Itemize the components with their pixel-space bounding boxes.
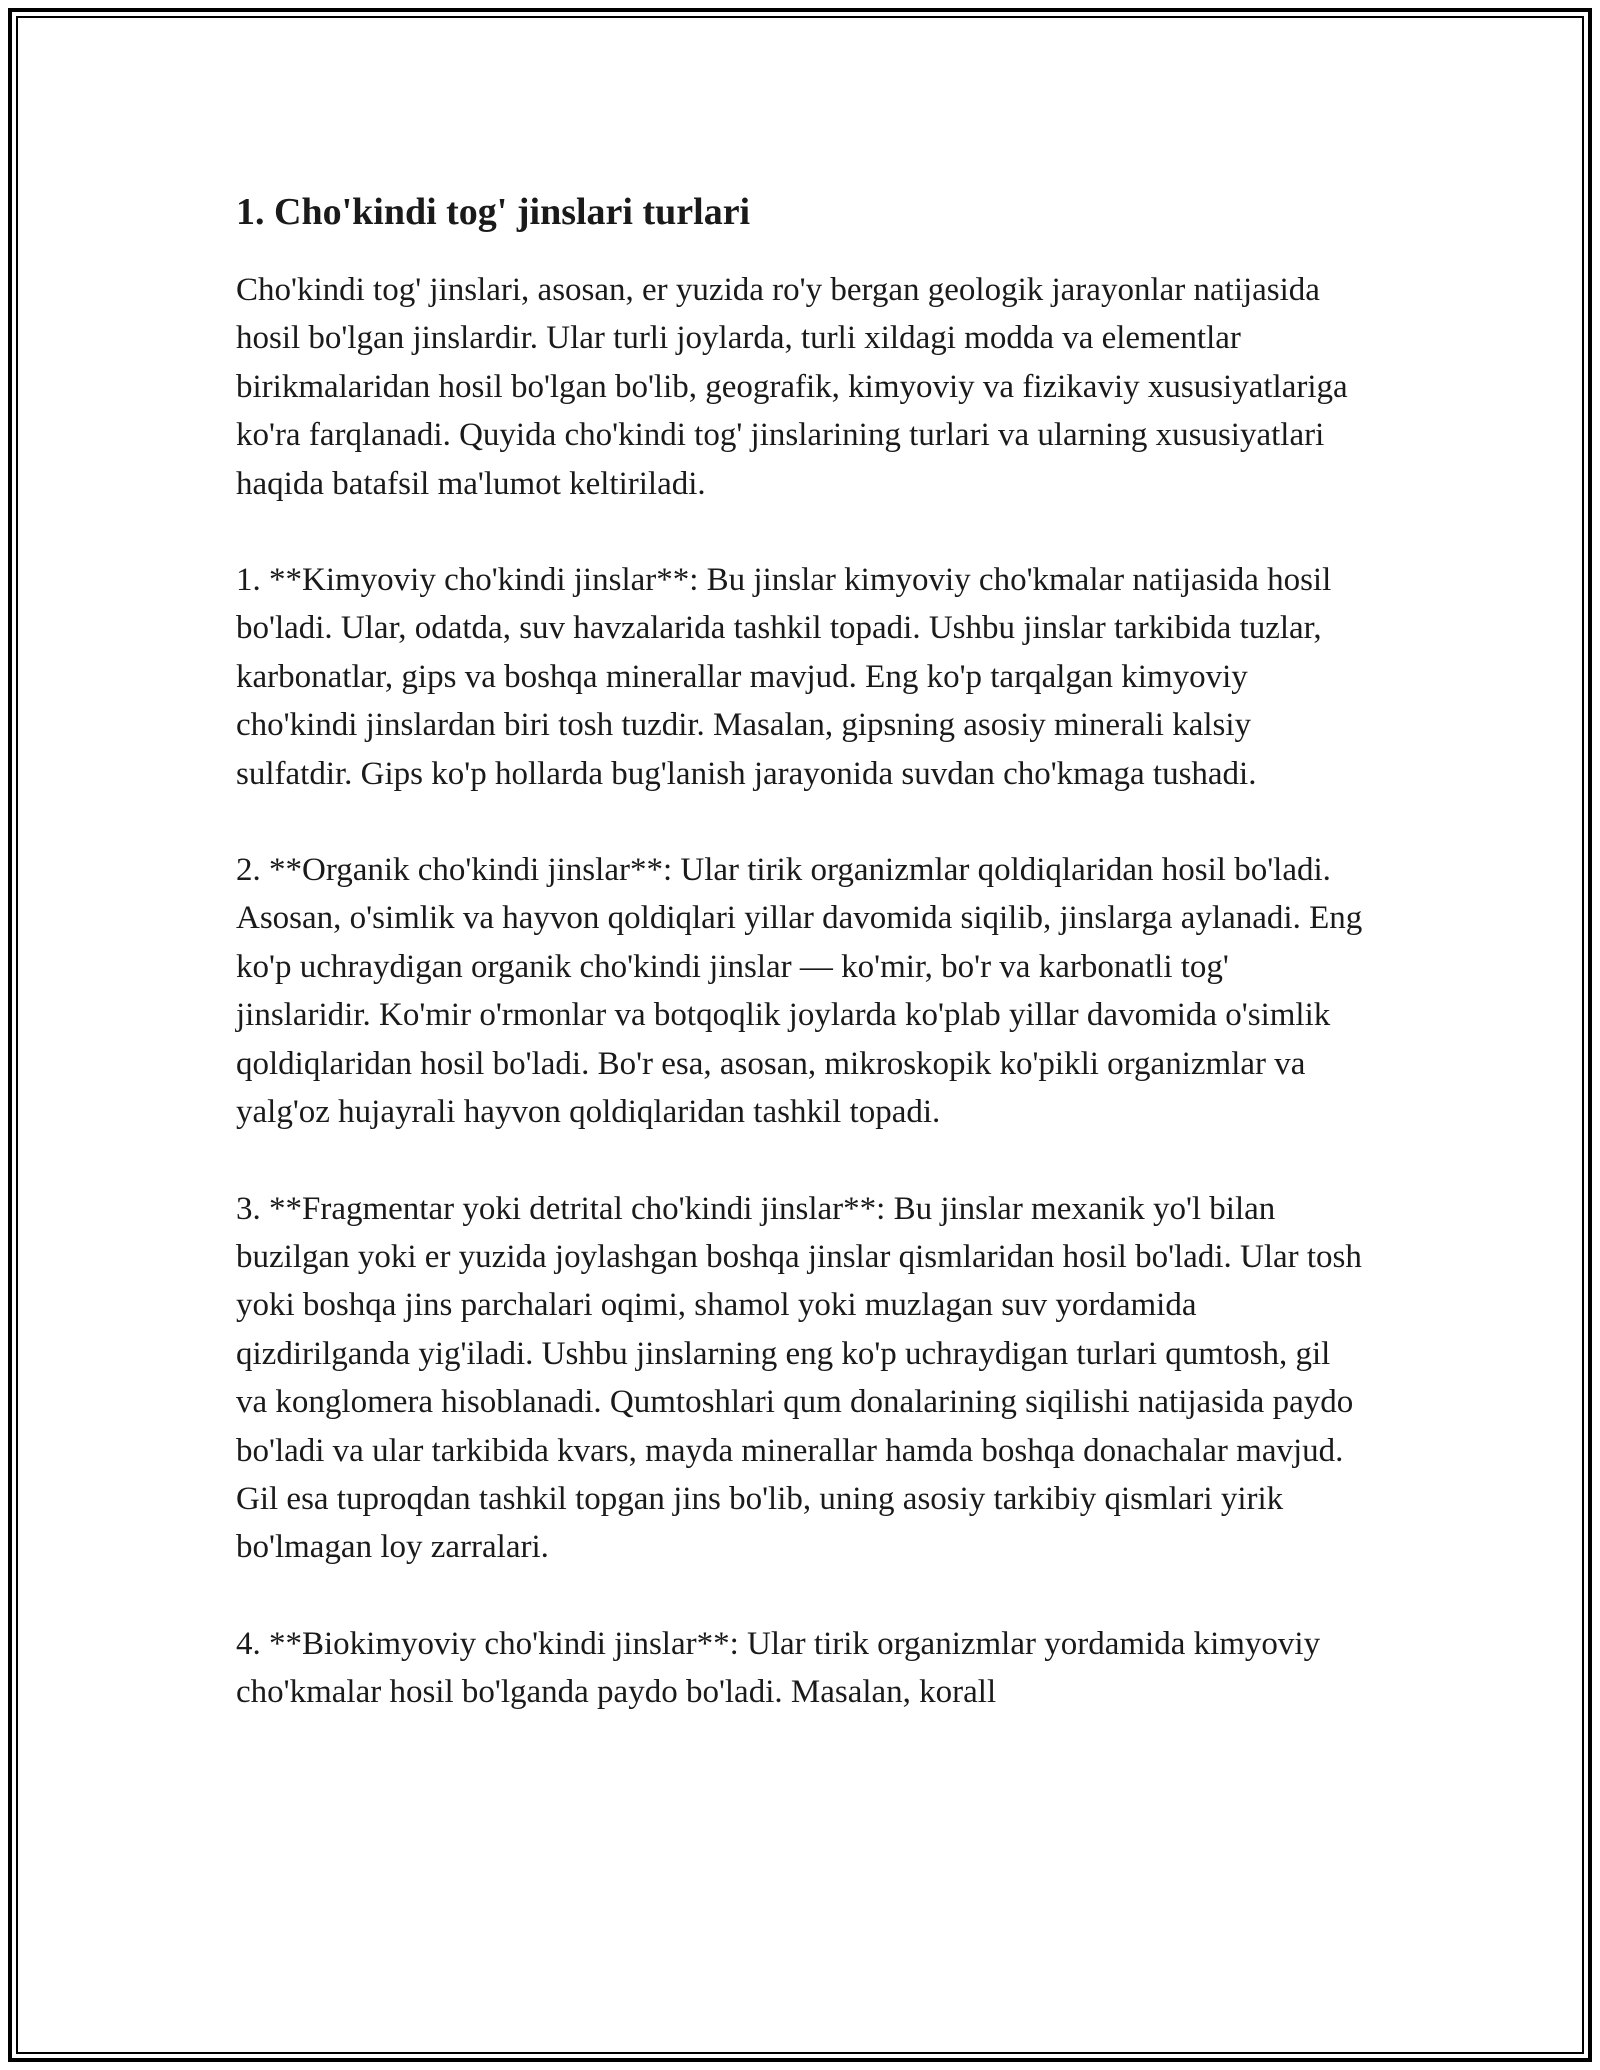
intro-paragraph: Cho'kindi tog' jinslari, asosan, er yuzida ro'y bergan geologik jarayonlar natijasida hosil bo'lgan jinslardir. Ular turli joylarda, turli xildagi modda va elementlar birikmalaridan hosil bo'lgan bo'lib, geografik, kimyoviy va fizikaviy xususiyatlariga ko'ra farqlanadi. Quyida cho'kindi tog' jinslarining turlari va ularning xususiyatlari haqida batafsil ma'lumot keltiriladi. <box>236 272 1348 502</box>
document-title: 1. Cho'kindi tog' jinslari turlari <box>236 191 751 233</box>
organic-rocks-paragraph: 2. **Organik cho'kindi jinslar**: Ular tirik organizmlar qoldiqlaridan hosil bo'ladi. Asosan, o'simlik va hayvon qoldiqlari yillar davomida siqilib, jinslarga aylanadi. Eng ko'p uchraydigan organik cho'kindi jinslar — ko'mir, bo'r va karbonatli tog' jinslaridir. Ko'mir o'rmonlar va botqoqlik joylarda ko'plab yillar davomida o'simlik qoldiqlaridan hosil bo'ladi. Bo'r esa, asosan, mikroskopik ko'pikli organizmlar va yalg'oz hujayrali hayvon qoldiqlaridan tashkil topadi. <box>236 852 1363 1131</box>
detrital-rocks-paragraph: 3. **Fragmentar yoki detrital cho'kindi jinslar**: Bu jinslar mexanik yo'l bilan buzilgan yoki er yuzida joylashgan boshqa jinslar qismlaridan hosil bo'ladi. Ular tosh yoki boshqa jins parchalari oqimi, shamol yoki muzlagan suv yordamida qizdirilganda yig'iladi. Ushbu jinslarning eng ko'p uchraydigan turlari qumtosh, gil va konglomera hisoblanadi. Qumtoshlari qum donalarining siqilishi natijasida paydo bo'ladi va ular tarkibida kvars, mayda minerallar hamda boshqa donachalar mavjud. Gil esa tuproqdan tashkil topgan jins bo'lib, uning asosiy tarkibiy qismlari yirik bo'lmagan loy zarralari. <box>236 1190 1362 1566</box>
chemical-rocks-paragraph: 1. **Kimyoviy cho'kindi jinslar**: Bu jinslar kimyoviy cho'kmalar natijasida hosil bo'ladi. Ular, odatda, suv havzalarida tashkil topadi. Ushbu jinslar tarkibida tuzlar, karbonatlar, gips va boshqa minerallar mavjud. Eng ko'p tarqalgan kimyoviy cho'kindi jinslardan biri tosh tuzdir. Masalan, gipsning asosiy minerali kalsiy sulfatdir. Gips ko'p hollarda bug'lanish jarayonida suvdan cho'kmaga tushadi. <box>236 562 1332 792</box>
biochemical-rocks-paragraph: 4. **Biokimyoviy cho'kindi jinslar**: Ular tirik organizmlar yordamida kimyoviy cho'kmalar hosil bo'lganda paydo bo'ladi. Masalan, korall <box>236 1625 1321 1711</box>
document-body <box>236 188 1366 1765</box>
